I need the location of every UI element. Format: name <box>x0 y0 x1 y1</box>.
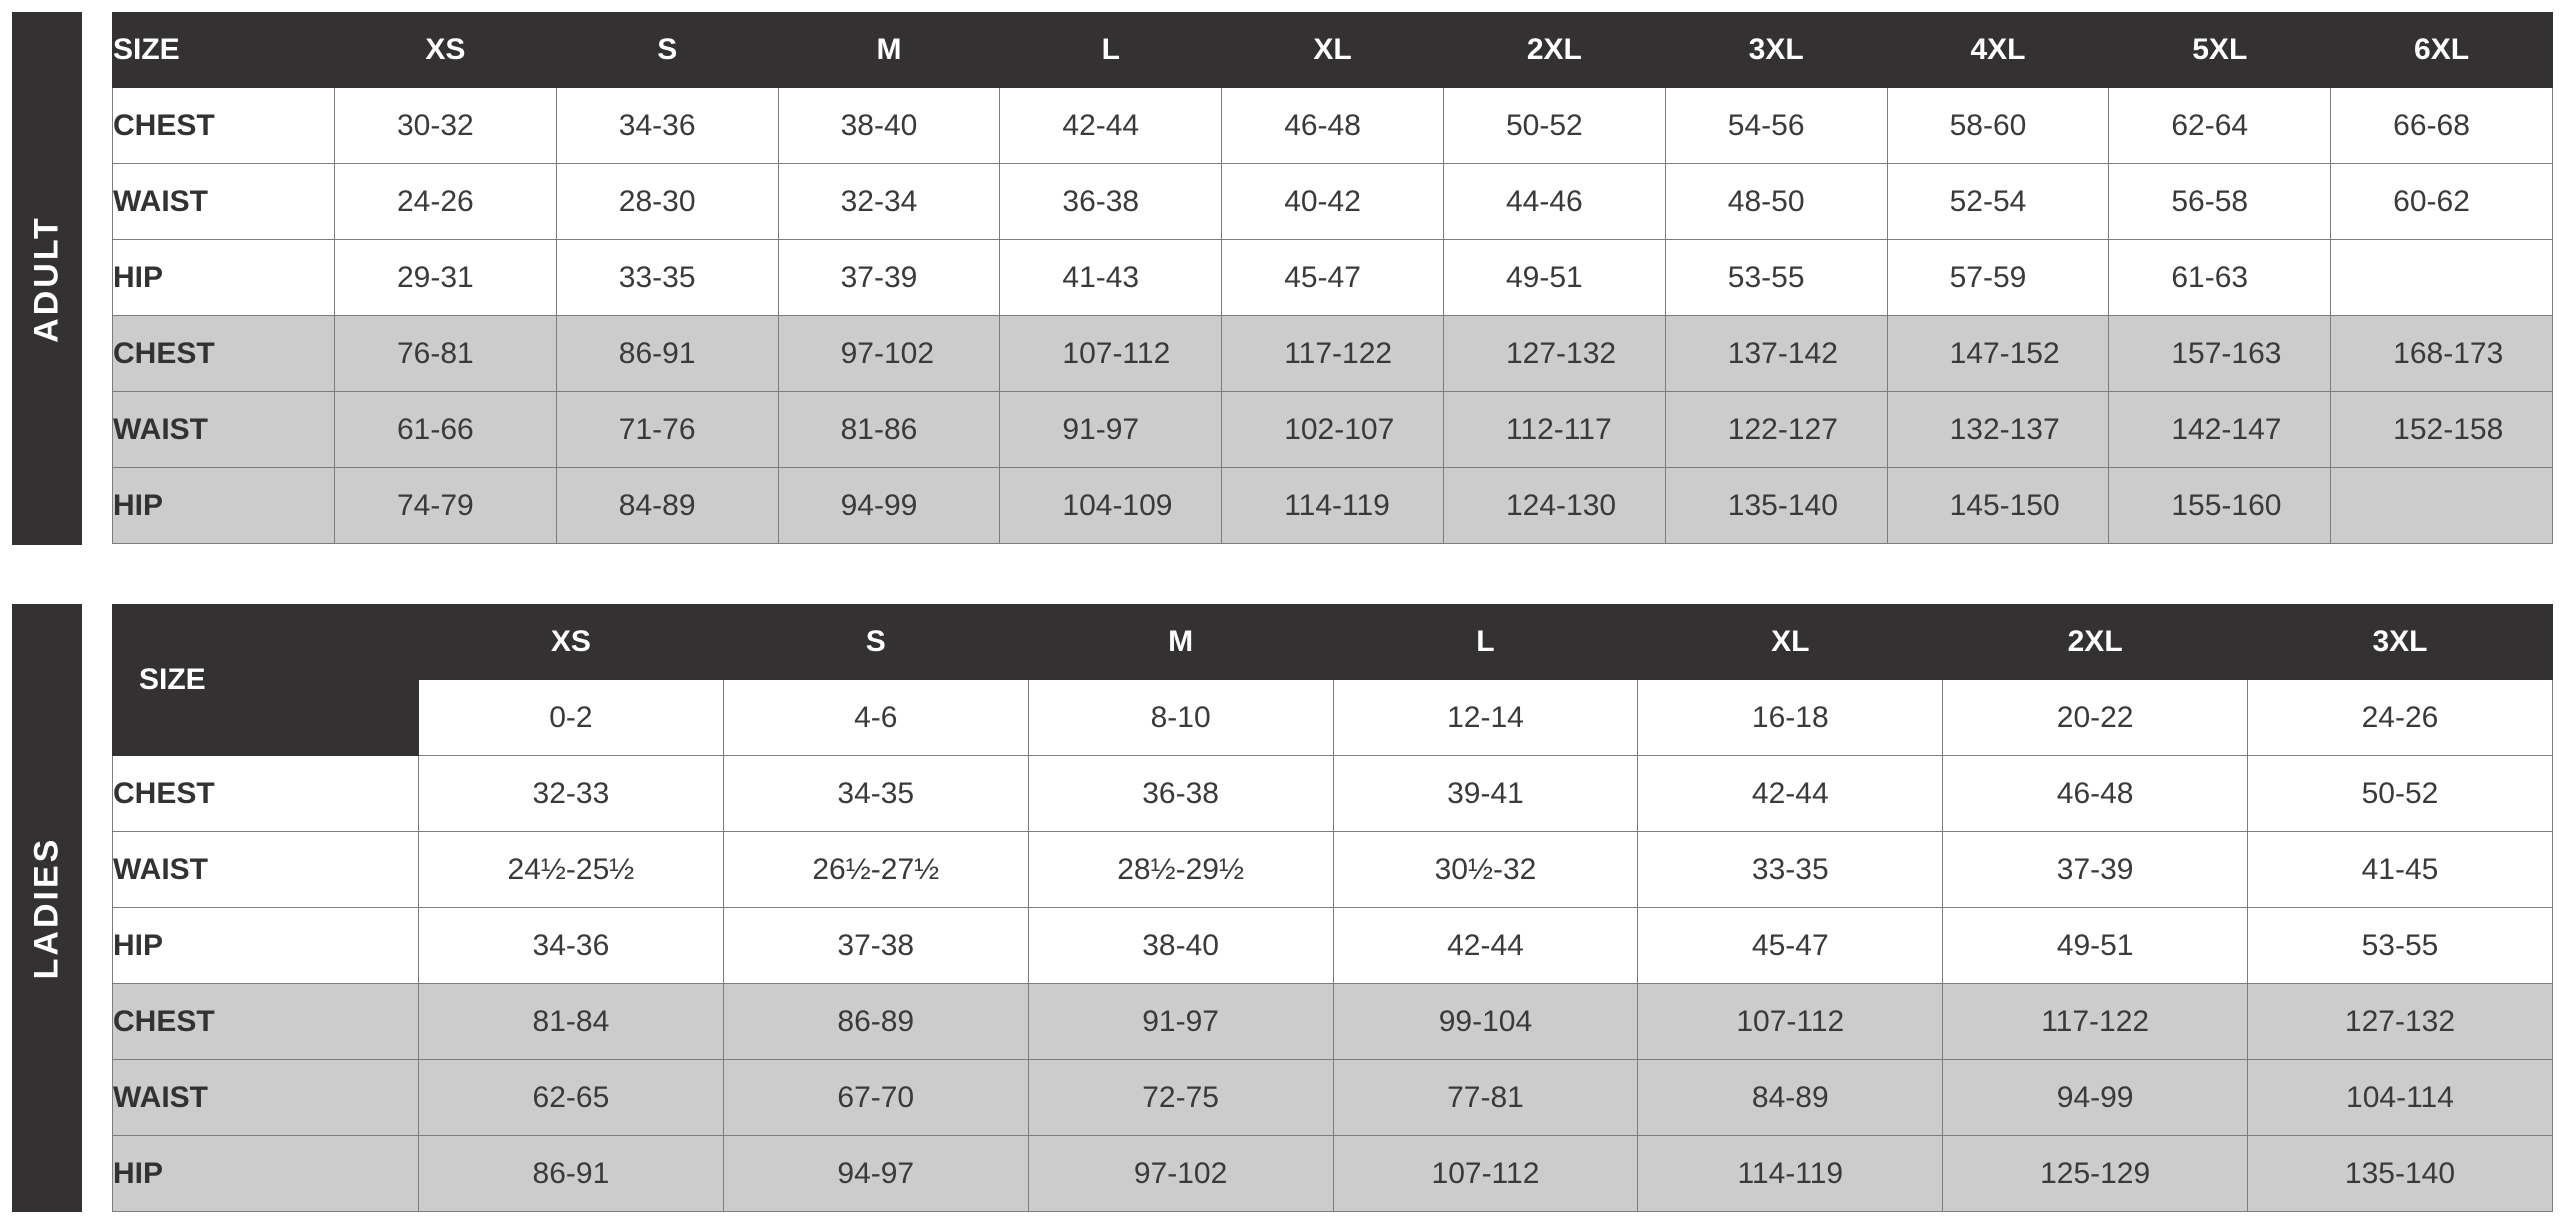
measurement-value: 58-60 <box>1887 88 2109 164</box>
ladies-size-header: SIZE <box>113 605 419 756</box>
ladies-size-3xl: 3XL <box>2248 605 2553 680</box>
adult-size-s: S <box>556 13 778 88</box>
adult-header-row <box>113 13 2553 88</box>
measurement-label: CHEST <box>113 316 335 392</box>
measurement-value: 37-39 <box>1943 832 2248 908</box>
measurement-value: 33-35 <box>1638 832 1943 908</box>
measurement-value: 94-99 <box>1943 1060 2248 1136</box>
ladies-numeric-size: 4-6 <box>723 680 1028 756</box>
measurement-value: 114-119 <box>1638 1136 1943 1212</box>
measurement-value: 46-48 <box>1943 756 2248 832</box>
adult-section-label: ADULT <box>27 214 66 343</box>
measurement-value: 36-38 <box>1000 164 1222 240</box>
measurement-value: 81-86 <box>778 392 1000 468</box>
measurement-value: 74-79 <box>335 468 557 544</box>
measurement-value: 112-117 <box>1443 392 1665 468</box>
measurement-value: 28½-29½ <box>1028 832 1333 908</box>
ladies-size-s: S <box>723 605 1028 680</box>
measurement-value: 147-152 <box>1887 316 2109 392</box>
measurement-value: 32-34 <box>778 164 1000 240</box>
measurement-value: 46-48 <box>1222 88 1444 164</box>
adult-size-m: M <box>778 13 1000 88</box>
measurement-value: 49-51 <box>1443 240 1665 316</box>
ladies-size-m: M <box>1028 605 1333 680</box>
ladies-measurement-row <box>113 1136 2553 1212</box>
measurement-value: 107-112 <box>1638 984 1943 1060</box>
measurement-value <box>2331 468 2553 544</box>
measurement-value: 122-127 <box>1665 392 1887 468</box>
measurement-value: 49-51 <box>1943 908 2248 984</box>
measurement-value: 37-39 <box>778 240 1000 316</box>
adult-size-5xl: 5XL <box>2109 13 2331 88</box>
measurement-value: 132-137 <box>1887 392 2109 468</box>
measurement-value: 94-99 <box>778 468 1000 544</box>
measurement-value: 84-89 <box>1638 1060 1943 1136</box>
measurement-value: 86-89 <box>723 984 1028 1060</box>
ladies-size-l: L <box>1333 605 1638 680</box>
measurement-value: 102-107 <box>1222 392 1444 468</box>
measurement-value: 71-76 <box>556 392 778 468</box>
adult-size-3xl: 3XL <box>1665 13 1887 88</box>
measurement-value: 97-102 <box>778 316 1000 392</box>
measurement-value: 152-158 <box>2331 392 2553 468</box>
measurement-value: 91-97 <box>1028 984 1333 1060</box>
measurement-label: HIP <box>113 1136 419 1212</box>
measurement-value: 42-44 <box>1333 908 1638 984</box>
ladies-size-table <box>112 604 2553 1212</box>
measurement-value: 56-58 <box>2109 164 2331 240</box>
measurement-value: 60-62 <box>2331 164 2553 240</box>
measurement-value: 114-119 <box>1222 468 1444 544</box>
measurement-value: 33-35 <box>556 240 778 316</box>
measurement-value: 135-140 <box>2248 1136 2553 1212</box>
measurement-label: CHEST <box>113 88 335 164</box>
measurement-value: 34-35 <box>723 756 1028 832</box>
measurement-value: 94-97 <box>723 1136 1028 1212</box>
measurement-value: 67-70 <box>723 1060 1028 1136</box>
measurement-value: 45-47 <box>1638 908 1943 984</box>
measurement-value: 34-36 <box>419 908 724 984</box>
measurement-value: 117-122 <box>1943 984 2248 1060</box>
measurement-value: 28-30 <box>556 164 778 240</box>
measurement-label: WAIST <box>113 164 335 240</box>
measurement-value: 36-38 <box>1028 756 1333 832</box>
measurement-value: 54-56 <box>1665 88 1887 164</box>
measurement-label: CHEST <box>113 984 419 1060</box>
adult-size-xs: XS <box>335 13 557 88</box>
measurement-value: 38-40 <box>778 88 1000 164</box>
ladies-measurement-row <box>113 756 2553 832</box>
adult-size-table <box>112 12 2553 544</box>
measurement-label: WAIST <box>113 392 335 468</box>
measurement-value: 104-109 <box>1000 468 1222 544</box>
ladies-measurement-row <box>113 832 2553 908</box>
measurement-value: 127-132 <box>2248 984 2553 1060</box>
measurement-value: 24-26 <box>335 164 557 240</box>
measurement-value: 41-43 <box>1000 240 1222 316</box>
measurement-value: 99-104 <box>1333 984 1638 1060</box>
measurement-value: 57-59 <box>1887 240 2109 316</box>
measurement-value: 81-84 <box>419 984 724 1060</box>
measurement-label: HIP <box>113 468 335 544</box>
measurement-value: 50-52 <box>2248 756 2553 832</box>
measurement-value: 30½-32 <box>1333 832 1638 908</box>
measurement-value: 77-81 <box>1333 1060 1638 1136</box>
measurement-label: CHEST <box>113 756 419 832</box>
measurement-value: 37-38 <box>723 908 1028 984</box>
measurement-value: 41-45 <box>2248 832 2553 908</box>
ladies-section-tab <box>12 604 82 1212</box>
measurement-value: 127-132 <box>1443 316 1665 392</box>
measurement-value: 61-66 <box>335 392 557 468</box>
measurement-value: 34-36 <box>556 88 778 164</box>
ladies-numeric-size: 20-22 <box>1943 680 2248 756</box>
measurement-value: 142-147 <box>2109 392 2331 468</box>
measurement-value: 107-112 <box>1333 1136 1638 1212</box>
ladies-numeric-size: 24-26 <box>2248 680 2553 756</box>
measurement-value: 124-130 <box>1443 468 1665 544</box>
adult-measurement-row <box>113 164 2553 240</box>
measurement-value: 97-102 <box>1028 1136 1333 1212</box>
adult-measurement-row <box>113 88 2553 164</box>
measurement-value: 38-40 <box>1028 908 1333 984</box>
measurement-value: 135-140 <box>1665 468 1887 544</box>
measurement-value: 84-89 <box>556 468 778 544</box>
measurement-value: 104-114 <box>2248 1060 2553 1136</box>
measurement-value: 91-97 <box>1000 392 1222 468</box>
measurement-label: HIP <box>113 908 419 984</box>
adult-section-tab <box>12 12 82 545</box>
measurement-value: 30-32 <box>335 88 557 164</box>
ladies-numeric-size-row <box>113 680 2553 756</box>
ladies-numeric-size: 16-18 <box>1638 680 1943 756</box>
measurement-value: 40-42 <box>1222 164 1444 240</box>
measurement-value: 62-64 <box>2109 88 2331 164</box>
measurement-value: 145-150 <box>1887 468 2109 544</box>
adult-size-header: SIZE <box>113 13 335 88</box>
measurement-value: 117-122 <box>1222 316 1444 392</box>
measurement-value <box>2331 240 2553 316</box>
ladies-numeric-size: 0-2 <box>419 680 724 756</box>
measurement-value: 32-33 <box>419 756 724 832</box>
adult-measurement-row <box>113 240 2553 316</box>
ladies-measurement-row <box>113 1060 2553 1136</box>
measurement-value: 52-54 <box>1887 164 2109 240</box>
measurement-value: 26½-27½ <box>723 832 1028 908</box>
ladies-measurement-row <box>113 908 2553 984</box>
adult-size-xl: XL <box>1222 13 1444 88</box>
measurement-value: 61-63 <box>2109 240 2331 316</box>
ladies-size-xl: XL <box>1638 605 1943 680</box>
measurement-value: 168-173 <box>2331 316 2553 392</box>
measurement-value: 62-65 <box>419 1060 724 1136</box>
measurement-value: 86-91 <box>556 316 778 392</box>
measurement-value: 44-46 <box>1443 164 1665 240</box>
measurement-value: 29-31 <box>335 240 557 316</box>
measurement-value: 137-142 <box>1665 316 1887 392</box>
measurement-label: WAIST <box>113 1060 419 1136</box>
measurement-value: 157-163 <box>2109 316 2331 392</box>
measurement-value: 42-44 <box>1638 756 1943 832</box>
adult-measurement-row <box>113 316 2553 392</box>
adult-size-l: L <box>1000 13 1222 88</box>
adult-size-4xl: 4XL <box>1887 13 2109 88</box>
measurement-value: 42-44 <box>1000 88 1222 164</box>
measurement-label: HIP <box>113 240 335 316</box>
measurement-value: 39-41 <box>1333 756 1638 832</box>
ladies-size-2xl: 2XL <box>1943 605 2248 680</box>
measurement-value: 48-50 <box>1665 164 1887 240</box>
measurement-value: 24½-25½ <box>419 832 724 908</box>
ladies-numeric-size: 8-10 <box>1028 680 1333 756</box>
adult-size-6xl: 6XL <box>2331 13 2553 88</box>
ladies-size-xs: XS <box>419 605 724 680</box>
measurement-value: 107-112 <box>1000 316 1222 392</box>
measurement-value: 66-68 <box>2331 88 2553 164</box>
ladies-measurement-row <box>113 984 2553 1060</box>
measurement-value: 50-52 <box>1443 88 1665 164</box>
measurement-value: 125-129 <box>1943 1136 2248 1212</box>
measurement-value: 72-75 <box>1028 1060 1333 1136</box>
measurement-value: 76-81 <box>335 316 557 392</box>
measurement-value: 45-47 <box>1222 240 1444 316</box>
ladies-section-label: LADIES <box>27 836 66 980</box>
measurement-value: 86-91 <box>419 1136 724 1212</box>
measurement-value: 155-160 <box>2109 468 2331 544</box>
adult-measurement-row <box>113 392 2553 468</box>
measurement-value: 53-55 <box>2248 908 2553 984</box>
adult-size-2xl: 2XL <box>1443 13 1665 88</box>
measurement-label: WAIST <box>113 832 419 908</box>
ladies-header-row <box>113 605 2553 680</box>
ladies-numeric-size: 12-14 <box>1333 680 1638 756</box>
adult-measurement-row <box>113 468 2553 544</box>
measurement-value: 53-55 <box>1665 240 1887 316</box>
